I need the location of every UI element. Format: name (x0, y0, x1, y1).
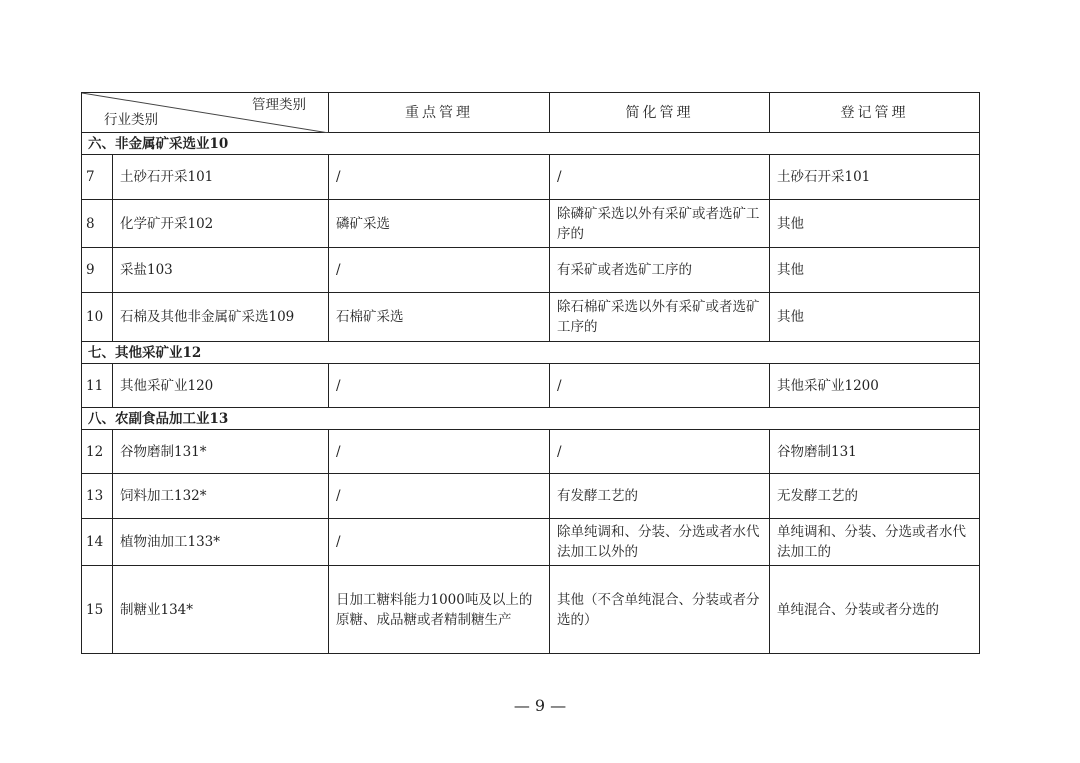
registration-management-cell: 土砂石开采101 (770, 155, 980, 200)
table-row (82, 155, 980, 200)
registration-management-cell: 其他采矿业1200 (770, 364, 980, 408)
row-number: 7 (82, 155, 113, 200)
table-row (82, 566, 980, 654)
row-number: 10 (82, 293, 113, 342)
column-header-key: 重点管理 (329, 93, 550, 133)
section-row (82, 408, 980, 430)
column-header-registration: 登记管理 (770, 93, 980, 133)
table-row (82, 364, 980, 408)
industry-cell: 土砂石开采101 (113, 155, 329, 200)
row-number: 12 (82, 430, 113, 474)
industry-cell: 制糖业134* (113, 566, 329, 654)
table-row (82, 248, 980, 293)
registration-management-cell: 单纯混合、分装或者分选的 (770, 566, 980, 654)
simplified-management-cell: / (550, 430, 770, 474)
section-title: 六、非金属矿采选业10 (82, 133, 980, 155)
row-number: 8 (82, 200, 113, 248)
registration-management-cell: 其他 (770, 248, 980, 293)
industry-cell: 谷物磨制131* (113, 430, 329, 474)
row-number: 9 (82, 248, 113, 293)
section-row (82, 342, 980, 364)
simplified-management-cell: 除磷矿采选以外有采矿或者选矿工序的 (550, 200, 770, 248)
simplified-management-cell: 除单纯调和、分装、分选或者水代法加工以外的 (550, 519, 770, 566)
column-header-simplified: 简化管理 (550, 93, 770, 133)
simplified-management-cell: / (550, 364, 770, 408)
registration-management-cell: 无发酵工艺的 (770, 474, 980, 519)
table-row (82, 293, 980, 342)
page-number: — 9 — (513, 696, 567, 715)
registration-management-cell: 其他 (770, 200, 980, 248)
key-management-cell: 日加工糖料能力1000吨及以上的原糖、成品糖或者精制糖生产 (329, 566, 550, 654)
management-category-label: 管理类别 (252, 97, 306, 113)
key-management-cell: 石棉矿采选 (329, 293, 550, 342)
row-number: 14 (82, 519, 113, 566)
table-row (82, 430, 980, 474)
section-title: 七、其他采矿业12 (82, 342, 980, 364)
row-number: 13 (82, 474, 113, 519)
key-management-cell: 磷矿采选 (329, 200, 550, 248)
section-row (82, 133, 980, 155)
key-management-cell: / (329, 364, 550, 408)
industry-cell: 其他采矿业120 (113, 364, 329, 408)
corner-header-cell (82, 93, 329, 133)
key-management-cell: / (329, 474, 550, 519)
table-row (82, 519, 980, 566)
registration-management-cell: 谷物磨制131 (770, 430, 980, 474)
table-row (82, 200, 980, 248)
row-number: 15 (82, 566, 113, 654)
key-management-cell: / (329, 155, 550, 200)
classification-table (81, 92, 980, 654)
registration-management-cell: 其他 (770, 293, 980, 342)
industry-cell: 石棉及其他非金属矿采选109 (113, 293, 329, 342)
industry-category-label: 行业类别 (104, 112, 158, 128)
simplified-management-cell: 有采矿或者选矿工序的 (550, 248, 770, 293)
registration-management-cell: 单纯调和、分装、分选或者水代法加工的 (770, 519, 980, 566)
table-row (82, 474, 980, 519)
simplified-management-cell: 除石棉矿采选以外有采矿或者选矿工序的 (550, 293, 770, 342)
industry-cell: 化学矿开采102 (113, 200, 329, 248)
table-header-row (82, 93, 980, 133)
industry-cell: 植物油加工133* (113, 519, 329, 566)
simplified-management-cell: 其他（不含单纯混合、分装或者分选的） (550, 566, 770, 654)
key-management-cell: / (329, 430, 550, 474)
simplified-management-cell: / (550, 155, 770, 200)
row-number: 11 (82, 364, 113, 408)
key-management-cell: / (329, 248, 550, 293)
industry-cell: 饲料加工132* (113, 474, 329, 519)
industry-cell: 采盐103 (113, 248, 329, 293)
simplified-management-cell: 有发酵工艺的 (550, 474, 770, 519)
section-title: 八、农副食品加工业13 (82, 408, 980, 430)
key-management-cell: / (329, 519, 550, 566)
